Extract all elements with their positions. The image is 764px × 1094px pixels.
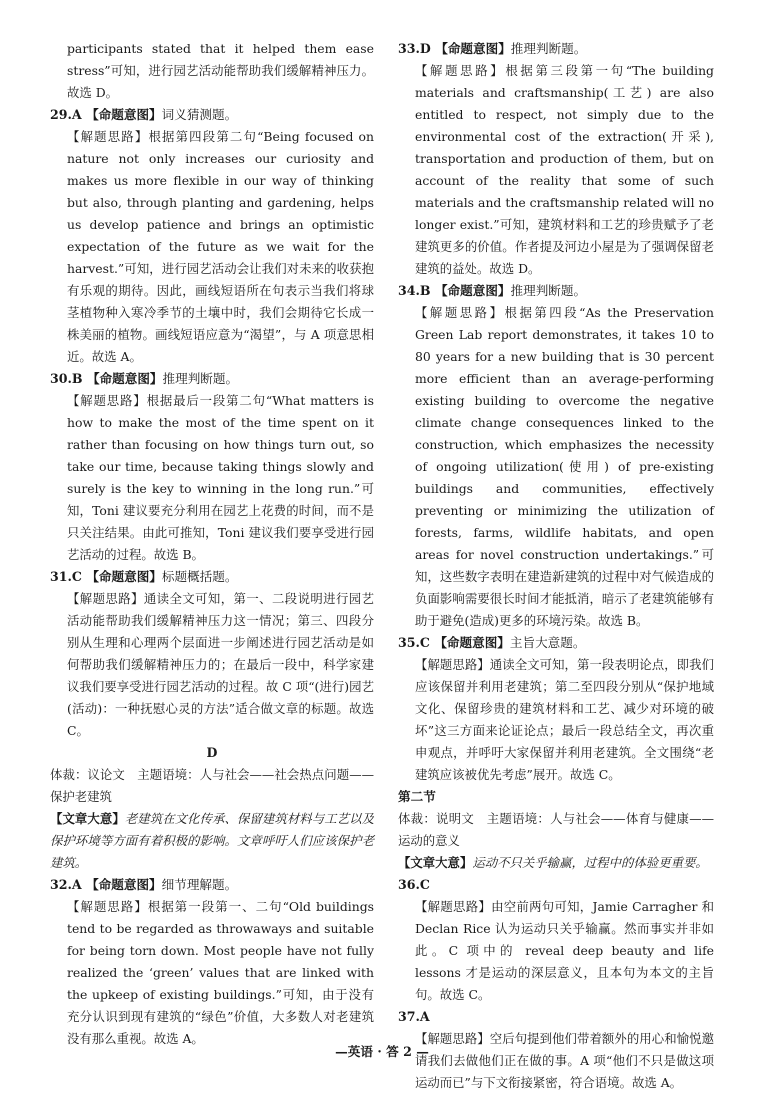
page-footer: —英语 · 答 2 — [335,1044,429,1059]
q34-tag: 【命题意图】 [434,283,511,298]
passage-letter: D [206,745,218,760]
q29-type: 词义猜测题。 [161,107,238,122]
q35-number: 35.C [398,635,430,650]
q31-type: 标题概括题。 [161,569,238,584]
question-32 [50,874,374,1050]
q36-body: 【解题思路】由空前两句可知，Jamie Carragher 和 Declan Rice 认为运动只关乎输赢。然而事实并非如此。C 项中的 reveal deep beauty and life lessons 才是运动的深层意义，且本句为本文的主旨句。故选 C。 [415,899,714,1002]
q30-number: 30.B [50,371,83,386]
question-31 [50,566,374,742]
section-idea-label: 【文章大意】 [398,855,473,870]
q29-body: 【解题思路】根据第四段第二句“Being focused on nature not only increases our curiosity and makes us more flexible in our way of thinking but also, through planting and gardening, helps us develop patience and brings an optimistic expectation of the future as we wait for the harvest.”可知，进行园艺活动会让我们对未来的收获抱有乐观的期待。因此，画线短语所在句表示当我们将球茎植物种入寒冷季节的土壤中时，我们会期待它长成一株美丽的植物。画线短语应意为“渴望”，与 A 项意思相近。故选 A。 [67,129,374,364]
q35-body: 【解题思路】通读全文可知，第一段表明论点，即我们应该保留并利用老建筑；第二至四段分别从“保护地域文化、保留珍贵的建筑材料和工艺、减少对环境的破坏”这三方面来论证论点；最后一段总结全文，再次重申观点，并呼吁大家保留并利用老建筑。全文围绕“老建筑应该被优先考虑”展开。故选 C。 [415,657,714,782]
q30-body: 【解题思路】根据最后一段第二句“What matters is how to make the most of the time spent on it rather than focusing on how things turn out, so take our time, because taking things slowly and surely is the key to winning in the long run.”可知，Toni 建议要充分利用在园艺上花费的时间，而不是只关注结果。由此可推知，Toni 建议我们要享受进行园艺活动的过程。故选 B。 [67,393,374,562]
question-36 [398,874,714,1006]
right-column [398,38,714,1094]
q35-tag: 【命题意图】 [434,635,510,650]
section-title: 第二节 [398,789,436,804]
q37-number: 37.A [398,1009,430,1024]
q31-tag: 【命题意图】 [86,569,162,584]
left-column [50,38,374,1050]
q33-type: 推理判断题。 [510,41,587,56]
q32-type: 细节理解题。 [161,877,238,892]
section-idea: 运动不只关乎输赢，过程中的体验更重要。 [472,855,708,870]
q35-type: 主旨大意题。 [509,635,586,650]
passage-genre: 体裁：议论文 主题语境：人与社会——社会热点问题——保护老建筑 [50,767,374,804]
q34-body: 【解题思路】根据第四段“As the Preservation Green Lab report demonstrates, it takes 10 to 80 years for a new building that is 30 percent more efficient than an average-performing existing building to overcome the negative climate change consequences linked to the construction, which emphasizes the necessity of ongoing utilization(使用) of pre-existing buildings and communities, effectively preventing or minimizing the utilization of forests, farms, wildlife habitats, and open areas for novel construction undertakings.”可知，这些数字表明在建造新建筑的过程中对气候造成的负面影响需要很长时间才能抵消，暗示了老建筑能够有助于避免(造成)更多的环境污染。故选 B。 [415,305,714,628]
section-genre: 体裁：说明文 主题语境：人与社会——体育与健康——运动的意义 [398,811,714,848]
question-34 [398,280,714,632]
passage-idea-label: 【文章大意】 [50,811,125,826]
q30-tag: 【命题意图】 [86,371,163,386]
q31-number: 31.C [50,569,82,584]
q31-body: 【解题思路】通读全文可知，第一、二段说明进行园艺活动能帮助我们缓解精神压力这一情况；第三、四段分别从生理和心理两个层面进一步阐述进行园艺活动是如何帮助我们缓解精神压力的；在最后一段中，科学家建议我们要享受进行园艺活动的过程。故 C 项“(进行)园艺(活动)：一种抚慰心灵的方法”适合做文章的标题。故选 C。 [67,591,374,738]
q30-type: 推理判断题。 [162,371,239,386]
question-29 [50,104,374,368]
q33-number: 33.D [398,41,431,56]
q33-body: 【解题思路】根据第三段第一句“The building materials and craftsmanship(工艺) are also entitled to respect, not simply due to the environmental cost of the extraction(开采), transportation and production of them, but on account of the reality that some of such materials and the craftsmanship related will no longer exist.”可知，建筑材料和工艺的珍贵赋予了老建筑更多的价值。作者提及河边小屋是为了强调保留老建筑的益处。故选 D。 [415,63,714,276]
q36-number: 36.C [398,877,430,892]
top-continuation: participants stated that it helped them ease stress”可知，进行园艺活动能帮助我们缓解精神压力。故选 D。 [67,41,374,100]
q32-tag: 【命题意图】 [86,877,162,892]
q29-number: 29.A [50,107,82,122]
question-33 [398,38,714,280]
q33-tag: 【命题意图】 [435,41,511,56]
q34-type: 推理判断题。 [510,283,587,298]
q32-body: 【解题思路】根据第一段第一、二句“Old buildings tend to be regarded as throwaways and suitable for being torn down. Most people have not fully realized the ‘green’ values that are linked with the upkeep of existing buildings.”可知，由于没有充分认识到现有建筑的“绿色”价值，大多数人对老建筑没有那么重视。故选 A。 [67,899,374,1046]
passage-d-header [50,742,374,874]
section-2-header [398,786,714,874]
question-30 [50,368,374,566]
q32-number: 32.A [50,877,82,892]
q37-body: 【解题思路】空后句提到他们带着额外的用心和愉悦邀请我们去做他们正在做的事。A 项“他们不只是做这项运动而已”与下文衔接紧密，符合语境。故选 A。 [415,1031,714,1090]
passage-idea: 老建筑在文化传承、保留建筑材料与工艺以及保护环境等方面有着积极的影响。文章呼吁人们应该保护老建筑。 [50,811,375,870]
q34-number: 34.B [398,283,431,298]
q29-tag: 【命题意图】 [86,107,162,122]
question-35 [398,632,714,786]
